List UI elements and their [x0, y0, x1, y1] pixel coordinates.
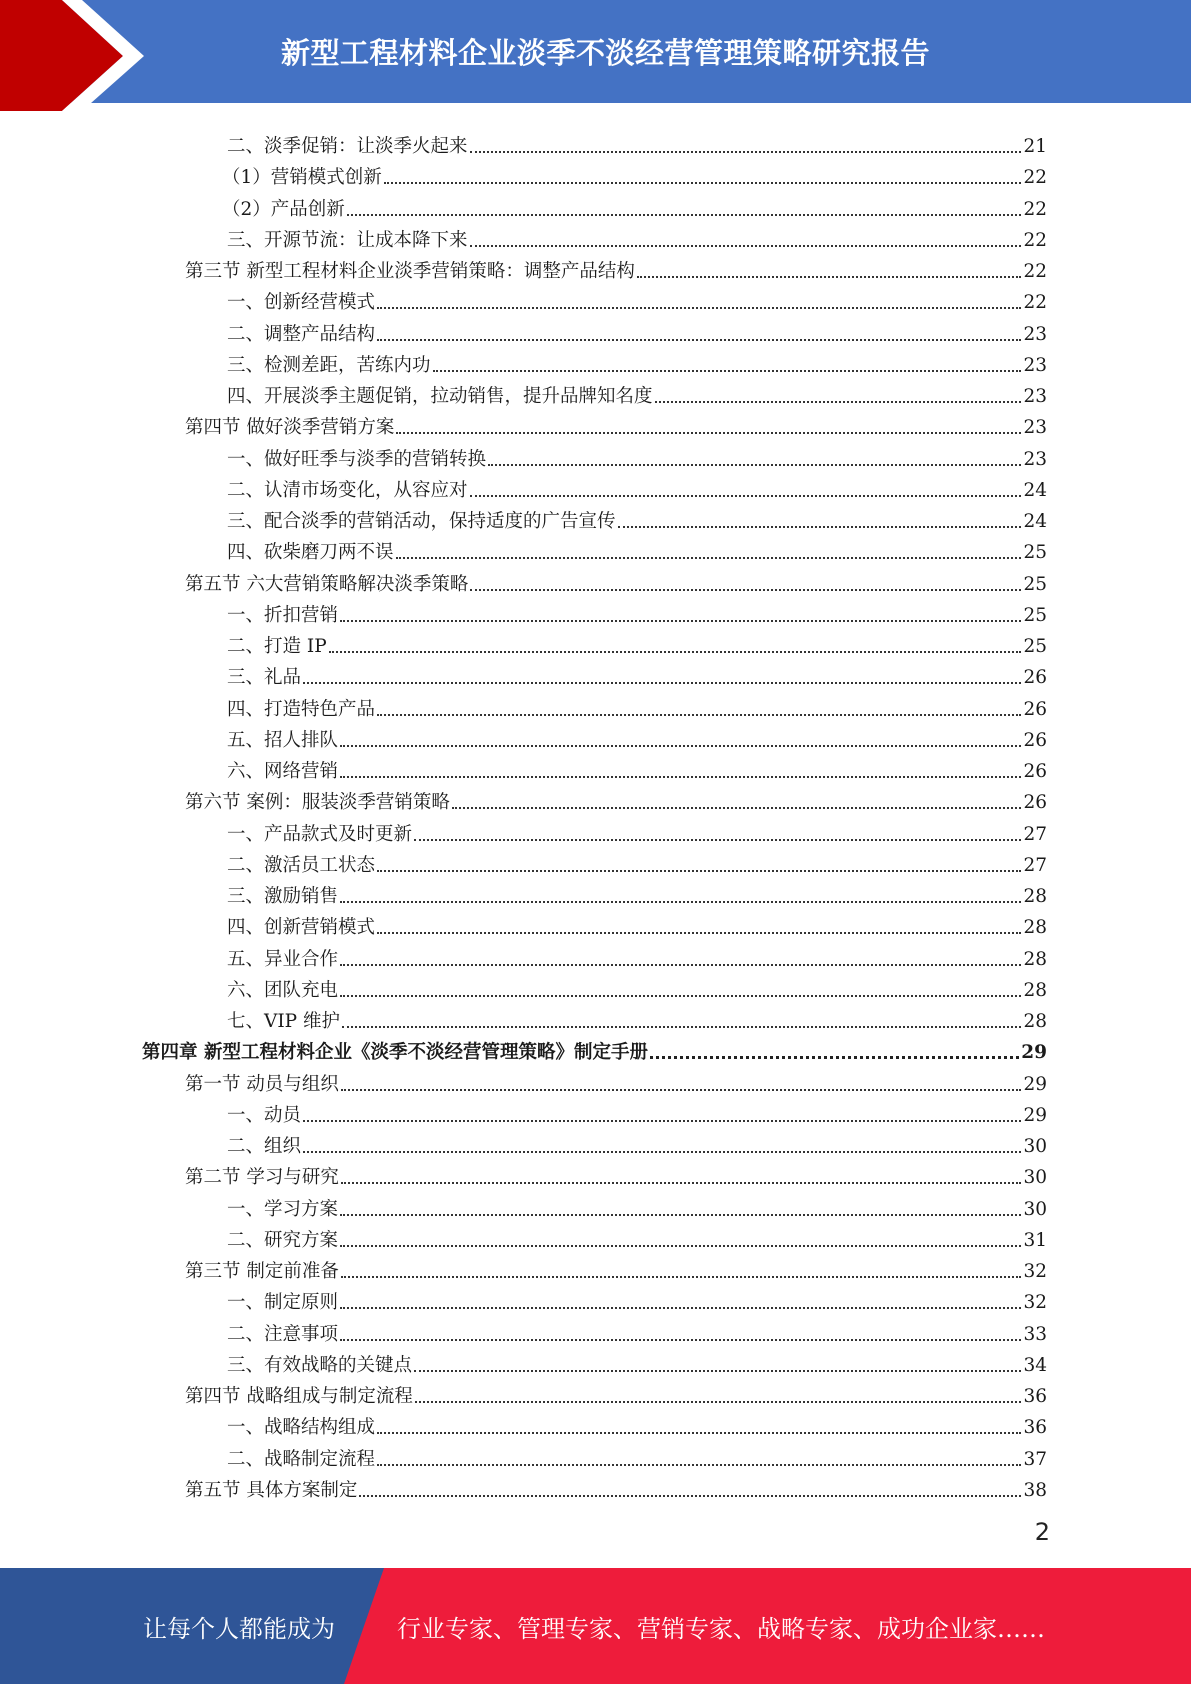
footer-slogan-right: 行业专家、管理专家、营销专家、战略专家、成功企业家……	[397, 1614, 1045, 1643]
toc-entry-label: 六、团队充电	[227, 979, 339, 1001]
toc-entry-label: 二、研究方案	[227, 1229, 339, 1251]
toc-entry-page: 25	[1023, 542, 1047, 564]
toc-section-entry[interactable]	[185, 1377, 1047, 1408]
toc-dot-leader	[341, 1088, 1022, 1091]
toc-entry-page: 22	[1023, 167, 1047, 189]
toc-section-entry[interactable]	[185, 408, 1047, 439]
toc-dot-leader	[396, 556, 1022, 559]
toc-entry-page: 28	[1023, 886, 1047, 907]
toc-dot-leader	[303, 681, 1021, 684]
toc-entry-page: 26	[1023, 761, 1047, 782]
toc-dot-leader	[359, 1494, 1021, 1497]
toc-entry-page: 34	[1023, 1354, 1047, 1376]
toc-dot-leader	[341, 1181, 1022, 1184]
toc-dot-leader	[329, 650, 1022, 653]
toc-subsection-entry[interactable]	[227, 721, 1047, 752]
toc-entry-label: 二、组织	[227, 1136, 302, 1157]
toc-section-entry[interactable]	[185, 1065, 1047, 1096]
toc-entry-label: 七、VIP 维护	[227, 1011, 340, 1032]
toc-entry-label: 二、调整产品结构	[227, 323, 376, 345]
toc-entry-page: 28	[1023, 917, 1047, 939]
toc-dot-leader	[452, 806, 1022, 809]
toc-chapter-entry[interactable]	[142, 1033, 1047, 1064]
toc-entry-label: 三、配合淡季的营销活动，保持适度的广告宣传	[227, 511, 616, 532]
toc-subsection-entry[interactable]	[227, 971, 1047, 1002]
toc-dot-leader	[377, 1463, 1021, 1466]
toc-dot-leader	[470, 588, 1021, 591]
toc-dot-leader	[377, 931, 1021, 934]
toc-subsection-entry[interactable]	[227, 502, 1047, 533]
toc-dot-leader	[340, 994, 1021, 997]
toc-dot-leader	[618, 525, 1022, 528]
toc-entry-label: 四、创新营销模式	[227, 917, 376, 939]
toc-entry-label: 四、打造特色产品	[227, 698, 376, 720]
toc-section-entry[interactable]	[185, 1252, 1047, 1283]
toc-subsection-entry[interactable]	[227, 908, 1047, 939]
toc-subsection-entry[interactable]	[227, 940, 1047, 971]
toc-dot-leader	[377, 306, 1021, 309]
toc-entry-label: 第三节 新型工程材料企业淡季营销策略：调整产品结构	[185, 261, 635, 282]
toc-dot-leader	[377, 338, 1021, 341]
toc-entry-label: 第四节 做好淡季营销方案	[185, 417, 395, 439]
toc-entry-label: 五、异业合作	[227, 948, 339, 970]
toc-dot-leader	[415, 1400, 1022, 1403]
toc-entry-label: 四、砍柴磨刀两不误	[227, 542, 394, 564]
toc-entry-label: 四、开展淡季主题促销，拉动销售，提升品牌知名度	[227, 386, 653, 407]
toc-subsection-entry[interactable]	[227, 596, 1047, 627]
toc-section-entry[interactable]	[185, 565, 1047, 596]
toc-entry-label: 六、网络营销	[227, 761, 339, 782]
toc-entry-label: 一、制定原则	[227, 1292, 339, 1314]
toc-section-entry[interactable]	[185, 252, 1047, 283]
toc-entry-page: 29	[1021, 1042, 1047, 1064]
toc-dot-leader	[342, 1025, 1021, 1028]
toc-dot-leader	[340, 900, 1021, 903]
toc-entry-page: 30	[1023, 1167, 1047, 1189]
toc-entry-page: 22	[1023, 198, 1047, 220]
toc-dot-leader	[470, 244, 1022, 247]
toc-subsection-entry[interactable]	[227, 533, 1047, 564]
toc-dot-leader	[340, 1213, 1021, 1216]
toc-entry-page: 28	[1023, 948, 1047, 970]
toc-entry-label: （2）产品创新	[222, 198, 345, 220]
toc-entry-label: 五、招人排队	[227, 729, 339, 751]
toc-dot-leader	[303, 1119, 1021, 1122]
toc-dot-leader	[470, 494, 1022, 497]
toc-entry-label: 第四节 战略组成与制定流程	[185, 1386, 413, 1407]
toc-entry-page: 27	[1023, 823, 1047, 845]
toc-entry-page: 26	[1023, 698, 1047, 720]
toc-dot-leader	[384, 181, 1022, 184]
toc-dot-leader	[341, 1275, 1022, 1278]
toc-entry-page: 31	[1023, 1229, 1047, 1251]
toc-entry-label: 二、激活员工状态	[227, 854, 376, 876]
toc-entry-page: 23	[1023, 448, 1047, 470]
toc-entry-label: （1）营销模式创新	[222, 167, 382, 189]
toc-entry-page: 33	[1023, 1323, 1047, 1345]
toc-entry-label: 三、礼品	[227, 667, 302, 689]
toc-subsection-entry[interactable]	[227, 221, 1047, 252]
toc-entry-page: 38	[1023, 1479, 1047, 1501]
toc-dot-leader	[414, 838, 1021, 841]
toc-entry-label: 一、战略结构组成	[227, 1417, 376, 1439]
toc-entry-page: 24	[1023, 511, 1047, 532]
toc-entry-page: 23	[1023, 386, 1047, 407]
toc-dot-leader	[340, 1306, 1021, 1309]
toc-subsection-entry[interactable]	[227, 1408, 1047, 1439]
toc-subsection-entry[interactable]	[227, 1002, 1047, 1033]
toc-entry-label: 二、打造 IP	[227, 636, 327, 657]
toc-subsection-entry[interactable]	[227, 815, 1047, 846]
toc-subsection-entry[interactable]	[227, 1096, 1047, 1127]
toc-entry-page: 21	[1023, 136, 1047, 157]
toc-entry-page: 25	[1023, 604, 1047, 626]
toc-entry-label: 一、创新经营模式	[227, 292, 376, 314]
toc-entry-page: 28	[1023, 1011, 1047, 1032]
toc-dot-leader	[340, 1244, 1021, 1247]
toc-dot-leader	[488, 463, 1021, 466]
toc-dot-leader	[340, 775, 1021, 778]
toc-dot-leader	[433, 369, 1022, 372]
toc-entry-page: 37	[1023, 1448, 1047, 1470]
toc-subsection-entry[interactable]	[227, 1346, 1047, 1377]
toc-dot-leader	[340, 619, 1021, 622]
toc-entry-label: 第二节 学习与研究	[185, 1167, 339, 1189]
toc-subsection-entry[interactable]	[227, 127, 1047, 158]
toc-dot-leader	[303, 1150, 1021, 1153]
toc-entry-label: 一、做好旺季与淡季的营销转换	[227, 448, 487, 470]
toc-entry-label: 一、折扣营销	[227, 604, 339, 626]
toc-dot-leader	[396, 431, 1021, 434]
toc-entry-page: 24	[1023, 479, 1047, 501]
toc-section-entry[interactable]	[185, 1471, 1047, 1502]
toc-entry-page: 22	[1023, 292, 1047, 314]
toc-entry-label: 三、开源节流：让成本降下来	[227, 229, 468, 251]
toc-subsection-entry[interactable]	[227, 1440, 1047, 1471]
toc-entry-page: 22	[1023, 261, 1047, 282]
report-title: 新型工程材料企业淡季不淡经营管理策略研究报告	[280, 36, 930, 70]
toc-subsection-entry[interactable]	[227, 377, 1047, 408]
toc-dot-leader	[377, 1431, 1021, 1434]
toc-entry-page: 36	[1023, 1386, 1047, 1407]
toc-entry-label: 二、战略制定流程	[227, 1448, 376, 1470]
toc-entry-label: 第一节 动员与组织	[185, 1073, 339, 1095]
toc-entry-page: 25	[1023, 573, 1047, 595]
toc-entry-page: 30	[1023, 1198, 1047, 1220]
toc-entry-label: 第四章 新型工程材料企业《淡季不淡经营管理策略》制定手册	[142, 1042, 648, 1064]
toc-subsection-entry[interactable]	[227, 1221, 1047, 1252]
toc-entry-label: 二、认清市场变化，从容应对	[227, 479, 468, 501]
toc-entry-label: 三、有效战略的关键点	[227, 1354, 413, 1376]
toc-entry-label: 二、注意事项	[227, 1323, 339, 1345]
toc-subsection-entry[interactable]	[227, 690, 1047, 721]
toc-subsection-entry[interactable]	[227, 1127, 1047, 1158]
toc-entry-label: 一、动员	[227, 1104, 302, 1126]
toc-dot-leader	[414, 1369, 1021, 1372]
toc-section-entry[interactable]	[185, 783, 1047, 814]
toc-subsection-entry[interactable]	[227, 346, 1047, 377]
toc-dot-leader	[347, 213, 1022, 216]
toc-entry-page: 26	[1023, 792, 1047, 814]
toc-subsection-entry[interactable]	[227, 471, 1047, 502]
toc-entry-page: 29	[1023, 1073, 1047, 1095]
toc-entry-label: 三、检测差距，苦练内功	[227, 354, 431, 376]
toc-entry-page: 36	[1023, 1417, 1047, 1439]
toc-subsection-entry[interactable]	[222, 190, 1047, 221]
page-footer	[0, 1568, 1191, 1684]
toc-subsection-entry[interactable]	[227, 440, 1047, 471]
toc-entry-page: 23	[1023, 354, 1047, 376]
toc-dot-leader	[340, 963, 1021, 966]
toc-dot-leader	[340, 1338, 1021, 1341]
toc-subsection-entry[interactable]	[222, 158, 1047, 189]
toc-entry-page: 22	[1023, 229, 1047, 251]
toc-dot-leader	[377, 713, 1021, 716]
toc-dot-leader	[377, 869, 1021, 872]
toc-subsection-entry[interactable]	[227, 877, 1047, 908]
toc-entry-page: 30	[1023, 1136, 1047, 1157]
toc-subsection-entry[interactable]	[227, 1190, 1047, 1221]
toc-dot-leader	[470, 150, 1022, 153]
toc-entry-label: 一、产品款式及时更新	[227, 823, 413, 845]
toc-entry-page: 26	[1023, 667, 1047, 689]
toc-subsection-entry[interactable]	[227, 1315, 1047, 1346]
toc-subsection-entry[interactable]	[227, 315, 1047, 346]
toc-subsection-entry[interactable]	[227, 752, 1047, 783]
toc-entry-page: 29	[1023, 1104, 1047, 1126]
toc-entry-label: 第五节 六大营销策略解决淡季策略	[185, 573, 469, 595]
toc-subsection-entry[interactable]	[227, 1283, 1047, 1314]
page-number: 2	[1034, 1518, 1050, 1546]
toc-subsection-entry[interactable]	[227, 658, 1047, 689]
toc-entry-page: 23	[1023, 417, 1047, 439]
toc-entry-label: 三、激励销售	[227, 886, 339, 907]
toc-subsection-entry[interactable]	[227, 627, 1047, 658]
toc-subsection-entry[interactable]	[227, 283, 1047, 314]
toc-entry-page: 28	[1023, 979, 1047, 1001]
toc-entry-page: 26	[1023, 729, 1047, 751]
footer-slogan-left: 让每个人都能成为	[143, 1614, 335, 1643]
toc-entry-page: 32	[1023, 1292, 1047, 1314]
toc-entry-label: 二、淡季促销：让淡季火起来	[227, 136, 468, 157]
toc-dot-leader	[650, 1056, 1019, 1059]
toc-subsection-entry[interactable]	[227, 846, 1047, 877]
toc-entry-page: 23	[1023, 323, 1047, 345]
toc-entry-label: 一、学习方案	[227, 1198, 339, 1220]
toc-entry-label: 第六节 案例：服装淡季营销策略	[185, 792, 450, 814]
toc-section-entry[interactable]	[185, 1158, 1047, 1189]
page-header	[0, 0, 1191, 111]
toc-dot-leader	[655, 400, 1022, 403]
toc-entry-page: 32	[1023, 1261, 1047, 1282]
toc-dot-leader	[637, 275, 1022, 278]
toc-entry-label: 第三节 制定前准备	[185, 1261, 339, 1282]
toc-dot-leader	[340, 744, 1021, 747]
toc-entry-page: 27	[1023, 854, 1047, 876]
toc-entry-page: 25	[1023, 636, 1047, 657]
toc-entry-label: 第五节 具体方案制定	[185, 1479, 358, 1501]
